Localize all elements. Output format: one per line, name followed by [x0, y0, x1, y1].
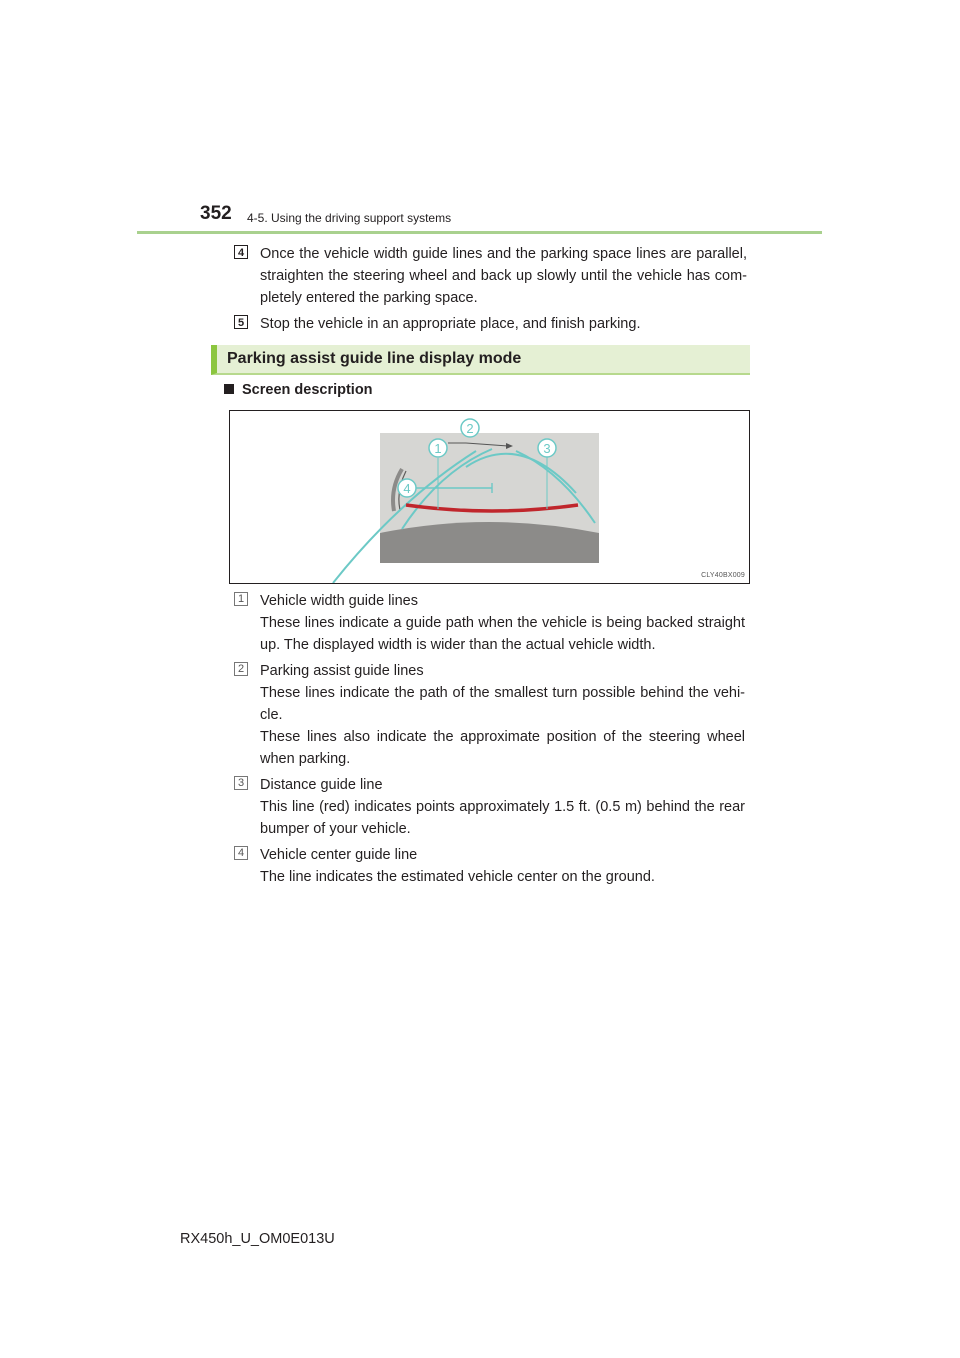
item-description: These lines indicate the path of the smallest turn possible behind the vehi-cle. — [260, 685, 745, 723]
subheading-text: Screen description — [242, 382, 373, 398]
square-bullet-icon — [224, 384, 234, 394]
step-4 — [234, 243, 754, 313]
item-number: 2 — [234, 662, 248, 676]
item-description: This line (red) indicates points approximately 1.5 ft. (0.5 m) behind the rear bumper of your vehicle. — [260, 799, 745, 837]
header-divider — [137, 231, 822, 234]
item-title: Vehicle width guide lines — [260, 593, 418, 609]
callout-1 — [429, 439, 447, 457]
banner-title: Parking assist guide line display mode — [227, 350, 522, 367]
item-description-extra: These lines also indicate the approximate position of the steering wheel when parking. — [260, 729, 745, 767]
section-banner — [211, 345, 750, 375]
list-item — [234, 774, 749, 840]
step-number-badge: 4 — [234, 245, 248, 259]
rear-bumper — [380, 522, 599, 563]
svg-text:3: 3 — [543, 441, 551, 456]
callout-3 — [538, 439, 556, 457]
list-item — [234, 844, 749, 888]
item-title: Vehicle center guide line — [260, 847, 418, 863]
subheading — [224, 382, 373, 398]
svg-text:4: 4 — [403, 481, 411, 496]
item-title: Distance guide line — [260, 777, 383, 793]
item-number: 4 — [234, 846, 248, 860]
svg-text:1: 1 — [434, 441, 442, 456]
rear-camera-illustration — [230, 411, 749, 583]
svg-text:2: 2 — [466, 421, 474, 436]
step-5 — [234, 313, 754, 337]
step-number-badge: 5 — [234, 315, 248, 329]
list-item — [234, 590, 749, 656]
callout-4 — [398, 479, 416, 497]
item-description: The line indicates the estimated vehicle center on the ground. — [260, 869, 655, 885]
item-description: These lines indicate a guide path when the vehicle is being backed straight up. The displayed width is wider than the actual vehicle width. — [260, 615, 745, 653]
item-number: 3 — [234, 776, 248, 790]
callout-2 — [461, 419, 479, 437]
page-number: 352 — [200, 203, 232, 224]
camera-screen-figure — [229, 410, 750, 584]
section-title: 4-5. Using the driving support systems — [247, 211, 452, 225]
manual-code: RX450h_U_OM0E013U — [180, 1231, 335, 1247]
item-number: 1 — [234, 592, 248, 606]
step-text: Once the vehicle width guide lines and the parking space lines are parallel, straighten the steering wheel and back up slowly until the vehicle has com-pletely entered the parking space. — [260, 246, 747, 306]
step-text: Stop the vehicle in an appropriate place, and finish parking. — [260, 316, 641, 332]
list-item — [234, 660, 749, 770]
figure-code: CLY40BX009 — [701, 572, 745, 579]
item-title: Parking assist guide lines — [260, 663, 424, 679]
